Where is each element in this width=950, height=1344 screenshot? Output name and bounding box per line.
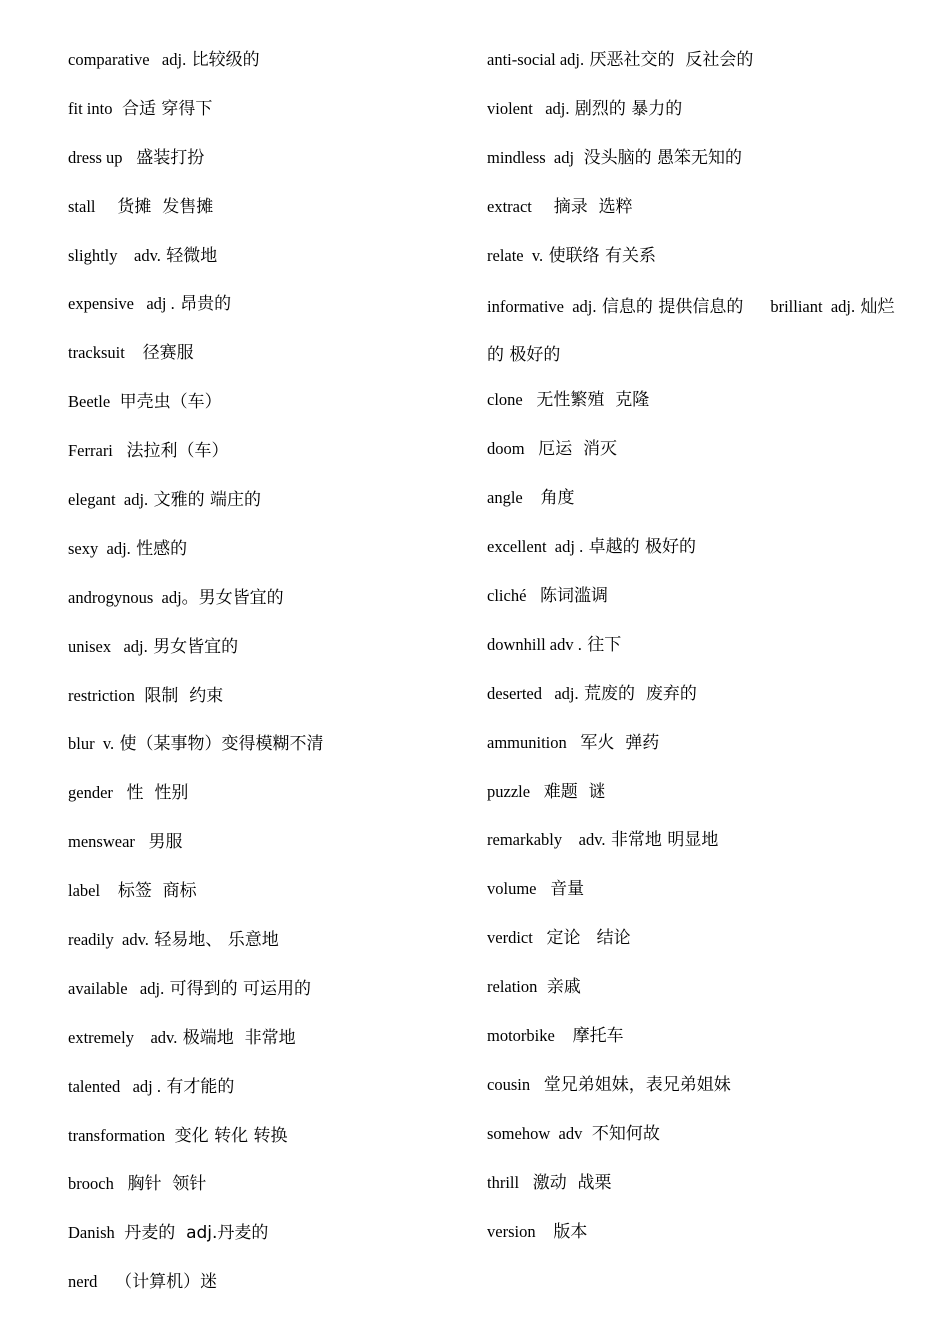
vocab-entry bbox=[487, 39, 907, 88]
chinese-meaning: 版本 bbox=[547, 1221, 588, 1242]
vocab-entry bbox=[68, 675, 468, 724]
chinese-meaning: 性感的 bbox=[130, 538, 188, 559]
chinese-meaning: 有才能的 bbox=[161, 1076, 235, 1097]
english-term: stall bbox=[68, 196, 112, 216]
english-term: violent adj. bbox=[487, 98, 570, 118]
chinese-meaning: 径赛服 bbox=[137, 343, 194, 364]
english-term: relate v. bbox=[487, 245, 544, 265]
english-term: volume bbox=[487, 879, 545, 899]
chinese-meaning: 陈词滥调 bbox=[534, 586, 609, 607]
chinese-meaning: 轻易地、 乐意地 bbox=[148, 930, 279, 951]
vocab-entry bbox=[68, 186, 468, 235]
chinese-meaning: 摘录 选粹 bbox=[548, 196, 633, 217]
vocab-entry bbox=[487, 917, 907, 966]
english-term: angle bbox=[487, 488, 536, 508]
vocab-entry bbox=[487, 1015, 907, 1064]
vocab-entry bbox=[68, 968, 468, 1017]
vocab-entry bbox=[487, 575, 907, 624]
english-term: Beetle bbox=[68, 392, 115, 412]
english-term: somehow adv bbox=[487, 1123, 587, 1143]
vocab-entry bbox=[487, 1162, 907, 1211]
vocab-entry bbox=[487, 673, 907, 722]
vocab-entry bbox=[487, 1113, 907, 1162]
vocab-entry bbox=[487, 966, 907, 1015]
english-term: elegant adj. bbox=[68, 490, 149, 510]
vocab-entry bbox=[68, 430, 468, 479]
english-term: blur v. bbox=[68, 734, 115, 754]
english-term: relation bbox=[487, 977, 542, 997]
chinese-meaning: 剧烈的 暴力的 bbox=[569, 98, 683, 119]
english-term: label bbox=[68, 881, 113, 901]
chinese-meaning: 使联络 有关系 bbox=[543, 245, 656, 266]
english-term: downhill adv . bbox=[487, 634, 582, 654]
english-term: unisex adj. bbox=[68, 636, 148, 656]
chinese-meaning: 军火 弹药 bbox=[575, 732, 660, 753]
vocab-entry bbox=[487, 526, 907, 575]
chinese-meaning: 堂兄弟姐妹，表兄弟姐妹 bbox=[538, 1074, 731, 1095]
chinese-meaning: 激动 战栗 bbox=[527, 1172, 612, 1193]
english-term: version bbox=[487, 1221, 548, 1241]
chinese-meaning: 往下 bbox=[581, 634, 622, 655]
chinese-meaning: 丹麦的 adj.丹麦的 bbox=[118, 1223, 269, 1244]
english-term: dress up bbox=[68, 147, 131, 167]
vocab-entry bbox=[68, 1163, 468, 1212]
vocab-entry bbox=[68, 1212, 468, 1261]
vocab-entry bbox=[487, 868, 907, 917]
vocab-entry bbox=[68, 577, 468, 626]
vocab-entry bbox=[487, 624, 907, 673]
vocab-entry bbox=[68, 1066, 468, 1115]
english-term: slightly adv. bbox=[68, 245, 161, 265]
chinese-meaning: 荒废的 废弃的 bbox=[578, 683, 697, 704]
english-term: cliché bbox=[487, 586, 535, 606]
vocab-entry bbox=[68, 821, 468, 870]
vocab-entry bbox=[68, 137, 468, 186]
chinese-meaning: 男服 bbox=[143, 832, 183, 853]
vocab-entry bbox=[487, 379, 907, 428]
chinese-meaning: （计算机）迷 bbox=[109, 1272, 218, 1293]
vocab-entry bbox=[68, 235, 468, 284]
vocab-entry bbox=[487, 1064, 907, 1113]
vocab-entry bbox=[68, 626, 468, 675]
chinese-meaning: 比较级的 bbox=[186, 50, 260, 70]
english-term: gender bbox=[68, 783, 122, 803]
chinese-meaning: 盛装打扮 bbox=[130, 147, 205, 168]
english-term: transformation bbox=[68, 1125, 170, 1145]
english-term: mindless adj bbox=[487, 147, 579, 167]
english-term: brilliant adj. bbox=[770, 297, 856, 317]
chinese-meaning: 不知何故 bbox=[586, 1123, 660, 1144]
vocab-entry bbox=[68, 283, 468, 332]
english-term: motorbike bbox=[487, 1026, 568, 1046]
vocab-entry bbox=[68, 919, 468, 968]
vocab-entry bbox=[68, 1261, 468, 1310]
vocab-entry bbox=[487, 771, 907, 820]
vocab-entry bbox=[487, 137, 907, 186]
english-term: sexy adj. bbox=[68, 538, 131, 558]
chinese-meaning: 信息的 提供信息的 bbox=[596, 297, 771, 318]
vocab-entry bbox=[487, 722, 907, 771]
chinese-meaning: 无性繁殖 克隆 bbox=[530, 390, 650, 411]
english-term: nerd bbox=[68, 1272, 110, 1292]
vocab-entry bbox=[68, 772, 468, 821]
chinese-meaning: 非常地 明显地 bbox=[605, 830, 719, 851]
chinese-meaning: 男女皆宜的 bbox=[147, 636, 239, 657]
english-term: brooch bbox=[68, 1174, 123, 1194]
chinese-meaning: 卓越的 极好的 bbox=[583, 537, 697, 558]
english-term: puzzle bbox=[487, 781, 539, 801]
vocab-entry bbox=[487, 186, 907, 235]
english-term: androgynous adj bbox=[68, 587, 182, 607]
vocab-entry-wrapped bbox=[487, 283, 907, 379]
vocab-entry bbox=[68, 1115, 468, 1164]
english-term: verdict bbox=[487, 928, 542, 948]
vocab-entry bbox=[68, 479, 468, 528]
english-term: remarkably adv. bbox=[487, 830, 606, 850]
english-term: comparative adj. bbox=[68, 50, 187, 69]
english-term: informative adj. bbox=[487, 297, 597, 317]
english-term: deserted adj. bbox=[487, 683, 579, 703]
chinese-meaning: 极端地 非常地 bbox=[177, 1027, 296, 1048]
left-vocabulary-column bbox=[68, 39, 468, 1310]
chinese-meaning: 角度 bbox=[535, 488, 575, 509]
vocab-entry bbox=[68, 528, 468, 577]
chinese-meaning: 没头脑的 愚笨无知的 bbox=[578, 147, 743, 168]
chinese-meaning: 难题 谜 bbox=[538, 781, 606, 802]
english-term: clone bbox=[487, 390, 531, 410]
chinese-meaning: 甲壳虫（车） bbox=[114, 392, 222, 413]
chinese-meaning: 变化 转化 转换 bbox=[169, 1125, 288, 1146]
right-vocabulary-column bbox=[487, 39, 907, 1259]
english-term: fit into bbox=[68, 98, 117, 118]
vocab-entry bbox=[68, 870, 468, 919]
vocab-entry bbox=[487, 477, 907, 526]
english-term: thrill bbox=[487, 1172, 528, 1192]
chinese-meaning: 使（某事物）变得模糊不清 bbox=[114, 734, 324, 755]
vocab-entry bbox=[68, 723, 468, 772]
english-term: talented adj . bbox=[68, 1076, 162, 1096]
english-term: Ferrari bbox=[68, 441, 122, 461]
english-term: readily adv. bbox=[68, 930, 149, 950]
chinese-meaning: 文雅的 端庄的 bbox=[148, 490, 261, 511]
chinese-meaning: 性 性别 bbox=[121, 783, 189, 804]
vocab-entry bbox=[487, 88, 907, 137]
vocab-entry bbox=[68, 39, 468, 88]
english-term: menswear bbox=[68, 832, 144, 852]
english-term: excellent adj . bbox=[487, 537, 584, 557]
chinese-meaning: 轻微地 bbox=[160, 245, 218, 266]
english-term: tracksuit bbox=[68, 343, 138, 363]
vocab-entry bbox=[68, 1017, 468, 1066]
chinese-meaning: 灿烂的 极好的 bbox=[487, 297, 895, 366]
english-term: restriction bbox=[68, 685, 140, 705]
vocab-entry bbox=[487, 428, 907, 477]
chinese-meaning: 合适 穿得下 bbox=[116, 98, 213, 119]
chinese-meaning: 限制 约束 bbox=[139, 685, 224, 706]
chinese-meaning: 可得到的 可运用的 bbox=[164, 978, 312, 999]
vocab-entry bbox=[68, 332, 468, 381]
chinese-meaning: 标签 商标 bbox=[112, 881, 197, 902]
chinese-meaning: 货摊 发售摊 bbox=[112, 196, 214, 217]
english-term: doom bbox=[487, 439, 533, 459]
chinese-meaning: 厌恶社交的 反社会的 bbox=[584, 50, 754, 70]
chinese-meaning: 胸针 领针 bbox=[122, 1174, 207, 1195]
vocab-entry bbox=[68, 88, 468, 137]
chinese-meaning: 法拉利（车） bbox=[121, 441, 229, 462]
english-term: Danish bbox=[68, 1223, 119, 1243]
chinese-meaning: 。男女皆宜的 bbox=[181, 587, 284, 608]
vocab-entry bbox=[487, 819, 907, 868]
chinese-meaning: 音量 bbox=[544, 879, 585, 900]
vocab-entry bbox=[487, 235, 907, 284]
english-term: anti-social adj. bbox=[487, 50, 585, 69]
english-term: available adj. bbox=[68, 978, 165, 998]
english-term: extract bbox=[487, 196, 549, 216]
english-term: cousin bbox=[487, 1074, 539, 1094]
chinese-meaning: 亲戚 bbox=[541, 977, 581, 998]
vocab-entry bbox=[68, 381, 468, 430]
chinese-meaning: 昂贵的 bbox=[174, 294, 232, 315]
vocab-entry bbox=[487, 1211, 907, 1260]
chinese-meaning: 摩托车 bbox=[567, 1026, 624, 1047]
english-term: extremely adv. bbox=[68, 1027, 178, 1047]
chinese-meaning: 厄运 消灭 bbox=[532, 439, 618, 460]
english-term: ammunition bbox=[487, 732, 575, 752]
chinese-meaning: 定论 结论 bbox=[541, 928, 631, 949]
english-term: expensive adj . bbox=[68, 294, 175, 314]
